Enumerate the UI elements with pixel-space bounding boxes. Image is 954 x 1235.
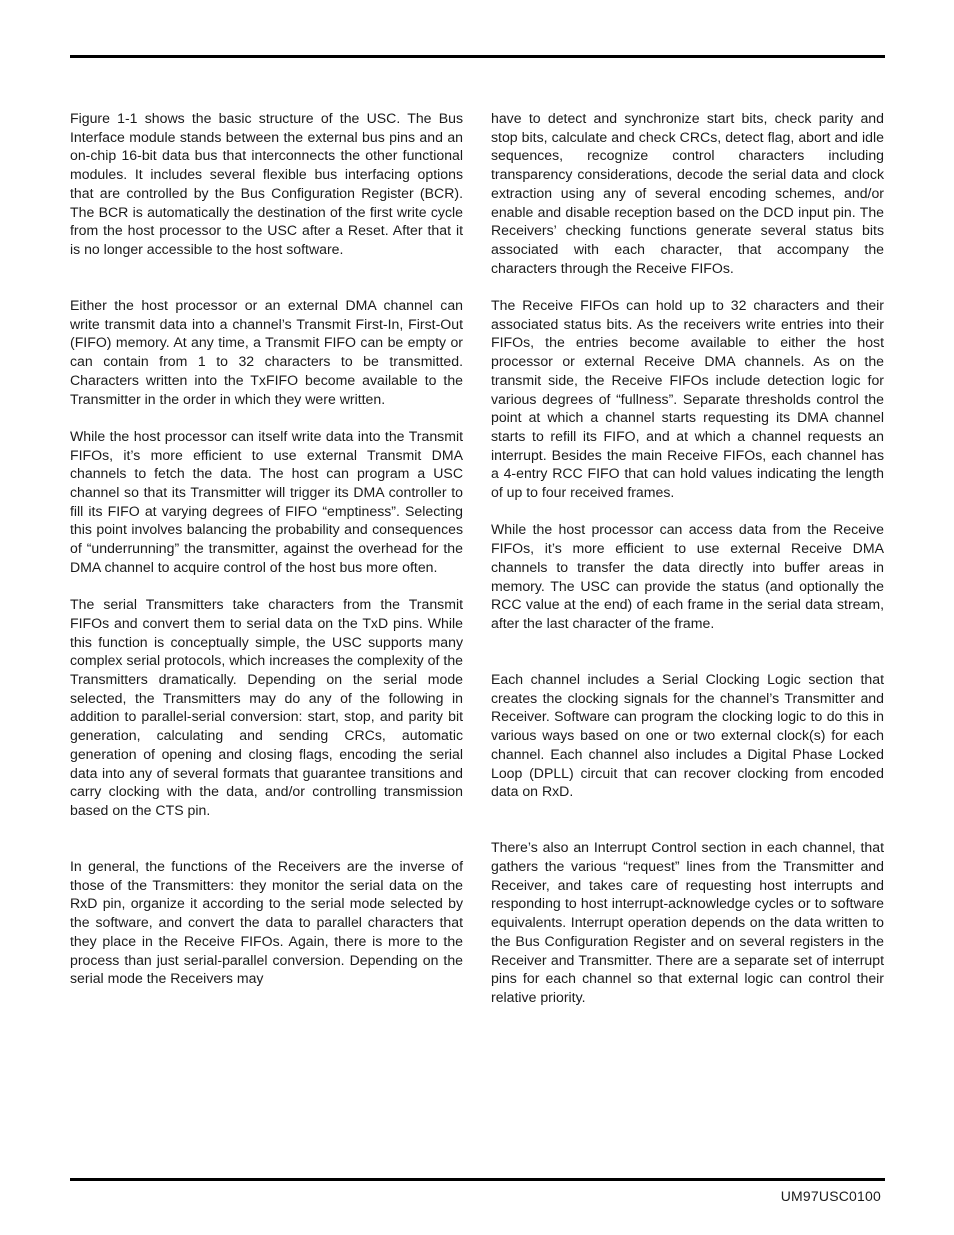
left-column [70, 109, 463, 988]
paragraph-transmit-dma: While the host processor can itself write data into the Transmit FIFOs, it’s more efficient to use external Transmit DMA channels to fetch the data. The host can program a USC channel so that its Transmitter will trigger its DMA controller to fill its FIFO at varying degrees of FIFO “emptiness”. Selecting this point involves balancing the probability and consequences of “underrunning” the transmitter, against the overhead for the DMA channel to acquire control of the host bus more often. [70, 427, 463, 575]
footer-rule [70, 1178, 885, 1181]
right-column [491, 109, 884, 1007]
paragraph-clocking-logic: Each channel includes a Serial Clocking Logic section that creates the clocking signals for the channel’s Transmitter and Receiver. Software can program the clocking logic to do this in various ways based on one or two external clock(s) for each channel. Each channel also includes a Digital Phase Locked Loop (DPLL) circuit that can recover clocking from encoded data on RxD. [491, 671, 884, 800]
paragraph-interrupt-control: There’s also an Interrupt Control section in each channel, that gathers the various “request” lines from the Transmitter and Receiver, and takes care of requesting host interrupts and responding to host interrupt-acknowledge cycles or to software equivalents. Interrupt operation depends on the data written to the Bus Configuration Register and on several registers in the Receiver and Transmitter. There are a separate set of interrupt pins for each channel so that external logic can control their relative priority. [491, 839, 884, 1005]
paragraph-receiver-functions: have to detect and synchronize start bits, check parity and stop bits, calculate and check CRCs, detect flag, abort and idle sequences, recognize control characters including transparency considerations, decode the serial data and clock extraction using any of several encoding schemes, and/or enable and disable reception based on the DCD input pin. The Receivers’ checking functions generate several status bits associated with each character, that accompany the characters through the Receive FIFOs. [491, 110, 884, 276]
paragraph-bus-interface: Figure 1-1 shows the basic structure of the USC. The Bus Interface module stands between the external bus pins and an on-chip 16-bit data bus that interconnects the other functional modules. It includes several flexible bus interfacing options that are controlled by the Bus Configuration Register (BCR). The BCR is automatically the destination of the first write cycle from the host processor to the USC after a Reset. After that it is no longer accessible to the host software. [70, 110, 463, 257]
paragraph-transmit-fifo: Either the host processor or an external DMA channel can write transmit data into a channel’s Transmit First-In, First-Out (FIFO) memory. At any time, a Transmit FIFO can be empty or can contain from 1 to 32 characters to be transmitted. Characters written into the TxFIFO become available to the Transmitter in the order in which they were written. [70, 297, 463, 407]
paragraph-receive-fifo: The Receive FIFOs can hold up to 32 characters and their associated status bits. As the receivers write entries into their FIFOs, the entries become available to either the host processor or external Receive DMA channels. As on the transmit side, the Receive FIFOs include detection logic for various degrees of “fullness”. Separate thresholds control the point at which a channel starts requesting its DMA channel starts to refill its FIFO, and at which a channel requests an interrupt. Besides the main Receive FIFOs, each channel has a 4-entry RCC FIFO that can hold values indicating the length of up to four received frames. [491, 297, 884, 501]
paragraph-transmitters: The serial Transmitters take characters from the Transmit FIFOs and convert them to serial data on the TxD pins. While this function is conceptually simple, the USC supports many complex serial protocols, which increases the complexity of the Transmitters dramatically. Depending on the serial mode selected, the Transmitters may do any of the following in addition to parallel-serial conversion: start, stop, and parity bit generation, calculating and sending CRCs, automatic generation of opening and closing flags, encoding the serial data into any of several formats that guarantee transitions and carry clocking with the data, and/or controlling transmission based on the CTS pin. [70, 596, 463, 818]
header-rule [70, 55, 885, 58]
paragraph-receive-dma: While the host processor can access data from the Receive FIFOs, it’s more efficient to use external Receive DMA channels to transfer the data directly into buffer areas in memory. The USC can provide the status (and optionally the RCC value at the end) of each frame in the serial data stream, after the last character of the frame. [491, 521, 884, 631]
document-number: UM97USC0100 [780, 1188, 881, 1204]
paragraph-receivers: In general, the functions of the Receivers are the inverse of those of the Transmitters: they monitor the serial data on the RxD pin, organize it according to the serial mode selected by the software, and convert the data to parallel characters that they place in the Receive FIFOs. Again, there is more to the process than just serial-parallel conversion. Depending on the serial mode the Receivers may [70, 858, 463, 987]
